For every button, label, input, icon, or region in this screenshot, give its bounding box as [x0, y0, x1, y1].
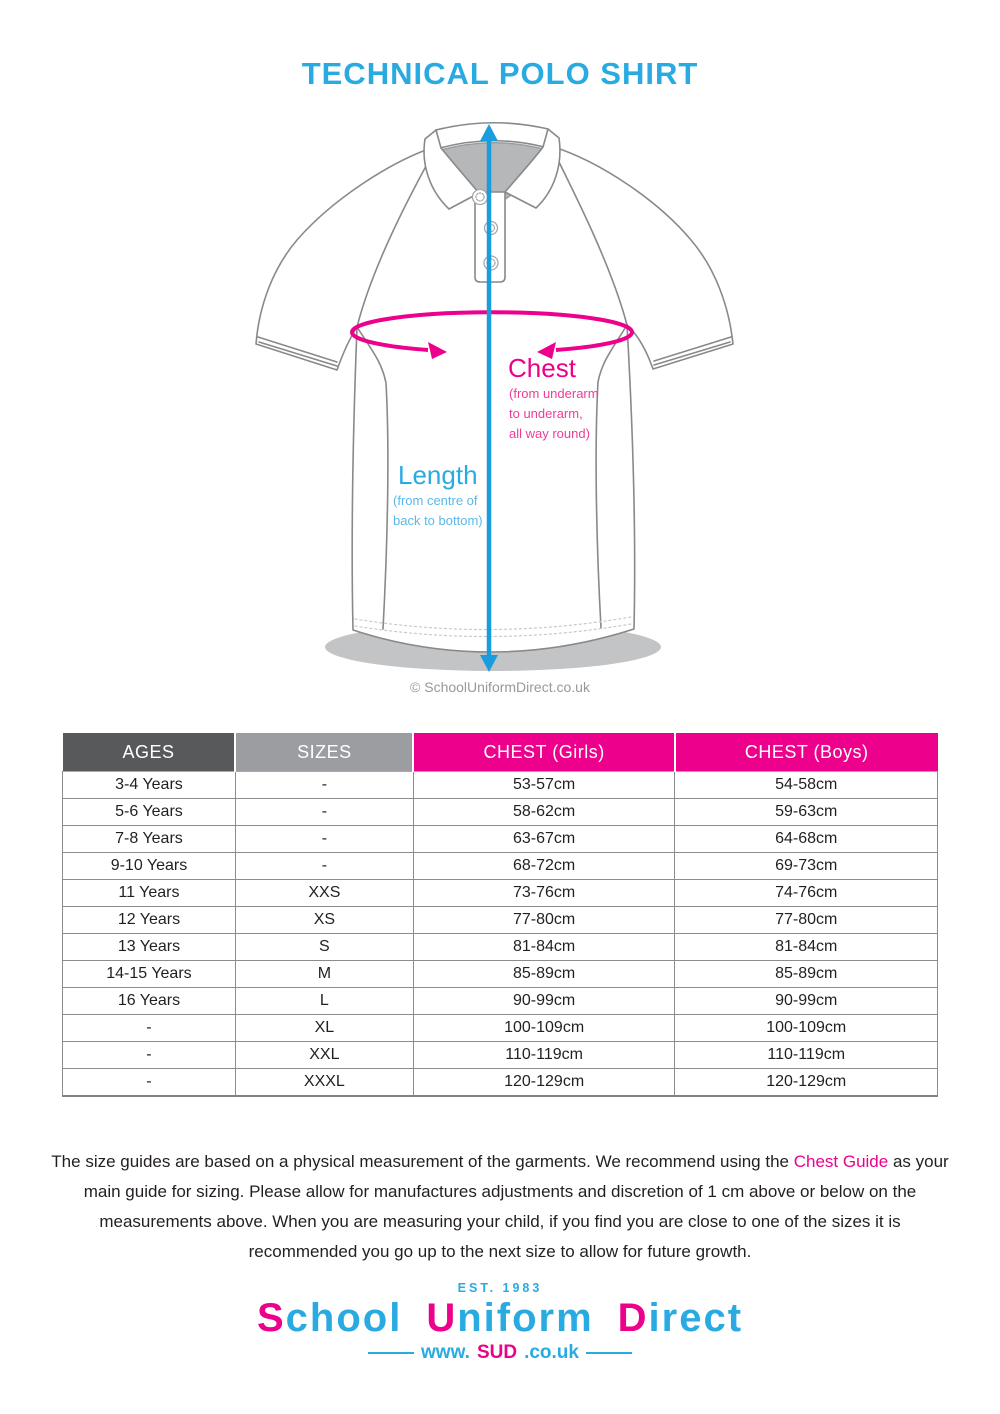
logo-dash-left [368, 1352, 414, 1354]
note-chest-guide-highlight: Chest Guide [793, 1152, 889, 1171]
logo-est: EST. 1983 [457, 1281, 543, 1295]
table-cell: 110-119cm [413, 1042, 675, 1069]
table-cell: 54-58cm [675, 772, 938, 799]
table-cell: 74-76cm [675, 880, 938, 907]
logo-word-rest: niform [457, 1296, 594, 1340]
chest-measure-label: Chest [508, 353, 576, 383]
table-cell: XXS [235, 880, 413, 907]
table-cell: 9-10 Years [63, 853, 236, 880]
page-title: TECHNICAL POLO SHIRT [301, 56, 699, 91]
table-cell: - [235, 772, 413, 799]
table-cell: 58-62cm [413, 799, 675, 826]
header-sizes: SIZES [235, 733, 413, 772]
table-row [63, 961, 938, 988]
table-row [63, 772, 938, 799]
table-cell: - [235, 853, 413, 880]
logo-url-sud: SUD [476, 1342, 518, 1363]
table-row [63, 934, 938, 961]
table-row [63, 907, 938, 934]
table-cell: 3-4 Years [63, 772, 236, 799]
table-cell: - [235, 826, 413, 853]
table-cell: 120-129cm [413, 1069, 675, 1097]
table-cell: 69-73cm [675, 853, 938, 880]
table-cell: 77-80cm [413, 907, 675, 934]
table-cell: 59-63cm [675, 799, 938, 826]
logo-initial: S [256, 1296, 286, 1340]
note-text-after: as your main guide for sizing. Please allow for manufactures adjustments and discretion of 1 cm above or below on the measurements above. When you are measuring your child, if you find you are close to one of the sizes it is recommended you go up to the next size to allow for future growth. [83, 1152, 949, 1261]
table-cell: 81-84cm [675, 934, 938, 961]
table-cell: 85-89cm [413, 961, 675, 988]
table-cell: 16 Years [63, 988, 236, 1015]
table-row [63, 880, 938, 907]
chest-measure-sublabel [509, 384, 599, 444]
table-cell: 77-80cm [675, 907, 938, 934]
header-chest-girls: CHEST (Girls) [413, 733, 675, 772]
table-cell: - [63, 1042, 236, 1069]
size-table [62, 733, 938, 1097]
size-table-header [63, 733, 938, 772]
logo-url-www: www. [421, 1342, 470, 1363]
table-row [63, 1069, 938, 1097]
header-row [63, 733, 938, 772]
brand-logo [0, 1281, 1000, 1364]
logo-word-rest: irect [648, 1296, 744, 1340]
logo-url-couk: .co.uk [524, 1342, 579, 1363]
table-cell: XL [235, 1015, 413, 1042]
copyright-note: © SchoolUniformDirect.co.uk [410, 679, 590, 695]
table-cell: 90-99cm [675, 988, 938, 1015]
logo-word-school [257, 1297, 402, 1339]
logo-dash-right [586, 1352, 632, 1354]
table-cell: - [235, 799, 413, 826]
table-cell: - [63, 1015, 236, 1042]
polo-shirt-diagram [240, 110, 760, 680]
table-row [63, 1042, 938, 1069]
table-cell: 100-109cm [675, 1015, 938, 1042]
table-cell: L [235, 988, 413, 1015]
size-note [45, 1147, 955, 1267]
chest-sub-line: (from underarm [509, 386, 599, 401]
logo-word-direct [618, 1297, 743, 1339]
table-cell: 64-68cm [675, 826, 938, 853]
header-chest-boys: CHEST (Boys) [675, 733, 938, 772]
table-cell: 53-57cm [413, 772, 675, 799]
table-cell: 7-8 Years [63, 826, 236, 853]
header-ages: AGES [63, 733, 236, 772]
table-cell: XXL [235, 1042, 413, 1069]
table-cell: S [235, 934, 413, 961]
table-cell: 14-15 Years [63, 961, 236, 988]
logo-word-uniform [426, 1297, 593, 1339]
table-cell: 81-84cm [413, 934, 675, 961]
table-cell: 100-109cm [413, 1015, 675, 1042]
table-row [63, 1015, 938, 1042]
length-sub-line: (from centre of [393, 493, 478, 508]
length-measure-sublabel [393, 491, 483, 531]
chest-sub-line: to underarm, [509, 406, 583, 421]
table-cell: 120-129cm [675, 1069, 938, 1097]
table-cell: 85-89cm [675, 961, 938, 988]
table-row [63, 826, 938, 853]
table-cell: 68-72cm [413, 853, 675, 880]
table-cell: 11 Years [63, 880, 236, 907]
length-sub-line: back to bottom) [393, 513, 483, 528]
logo-initial: D [617, 1296, 649, 1340]
note-text-before: The size guides are based on a physical measurement of the garments. We recommend using the [51, 1152, 794, 1171]
chest-sub-line: all way round) [509, 426, 590, 441]
table-row [63, 988, 938, 1015]
table-row [63, 799, 938, 826]
table-cell: 110-119cm [675, 1042, 938, 1069]
table-cell: 73-76cm [413, 880, 675, 907]
length-measure-label: Length [398, 460, 478, 490]
polo-shirt-drawing [240, 110, 760, 680]
table-cell: 5-6 Years [63, 799, 236, 826]
logo-initial: U [426, 1296, 458, 1340]
table-cell: 63-67cm [413, 826, 675, 853]
table-cell: 90-99cm [413, 988, 675, 1015]
logo-url [0, 1342, 1000, 1364]
table-cell: - [63, 1069, 236, 1097]
logo-word-rest: chool [285, 1296, 403, 1340]
size-table-body [63, 772, 938, 1097]
table-cell: XS [235, 907, 413, 934]
table-cell: 12 Years [63, 907, 236, 934]
logo-wordmark [0, 1297, 1000, 1339]
table-cell: M [235, 961, 413, 988]
table-row [63, 853, 938, 880]
table-cell: 13 Years [63, 934, 236, 961]
table-cell: XXXL [235, 1069, 413, 1097]
